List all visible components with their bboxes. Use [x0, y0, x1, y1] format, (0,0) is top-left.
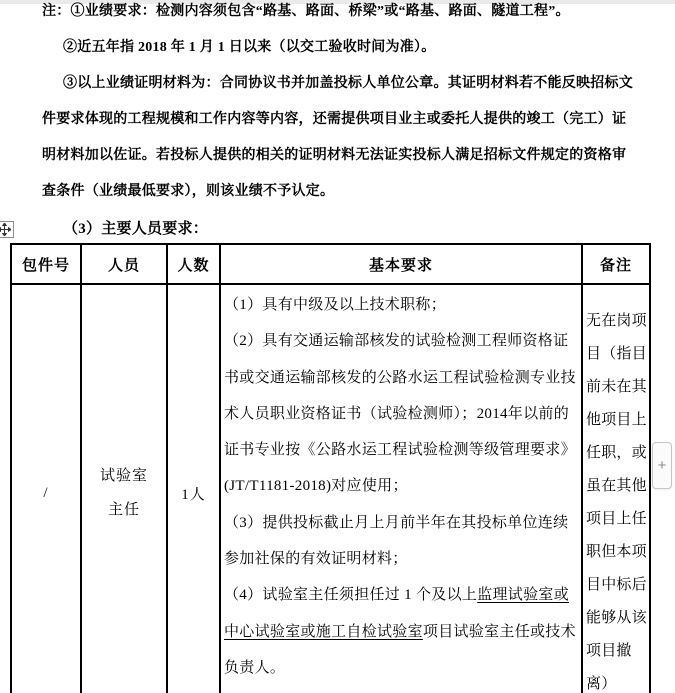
requirement-item: （1）具有中级及以上技术职称； — [224, 297, 447, 313]
note-line: 查条件（业绩最低要求），则该业绩不予认定。 — [42, 184, 335, 199]
cell-person: 试验室主任 — [81, 284, 167, 693]
table-row — [11, 284, 650, 693]
header-remark: 备注 — [582, 244, 650, 284]
move-arrows-icon — [0, 223, 11, 236]
personnel-requirements-table — [10, 243, 651, 693]
section-title: （3）主要人员要求： — [63, 221, 209, 237]
header-package-no: 包件号 — [11, 244, 81, 284]
requirement-text: （4）试验室主任须担任过 1 个及以上 — [224, 587, 478, 604]
table-move-handle[interactable] — [0, 221, 14, 238]
plus-icon: + — [657, 457, 667, 474]
requirement-item — [224, 577, 578, 686]
cell-count: 1人 — [167, 284, 220, 693]
cell-basic-requirements — [220, 284, 582, 693]
header-person: 人员 — [81, 244, 167, 284]
note-line: 件要求体现的工程规模和工作内容等内容，还需提供项目业主或委托人提供的竣工（完工）证 — [42, 112, 627, 127]
requirement-item: （3）提供投标截止月上月前半年在其投标单位连续参加社保的有效证明材料； — [224, 514, 569, 568]
note-line: 明材料加以佐证。若投标人提供的相关的证明材料无法证实投标人满足招标文件规定的资格审 — [42, 148, 627, 163]
requirement-underlined-text: 监理试验室或中心试验室或施工自检试验室 — [224, 587, 570, 640]
cell-remark: 无在岗项目（指目前未在其他项目上任职，或虽在其他项目上任职但本项目中标后能够从该项目撤离） — [582, 284, 650, 693]
header-count: 人数 — [167, 244, 220, 284]
add-button[interactable] — [652, 442, 672, 489]
table-header-row — [11, 244, 650, 284]
requirement-item: （2）具有交通运输部核发的试验检测工程师资格证书或交通运输部核发的公路水运工程试验检测专业技术人员职业资格证书（试验检测师）；2014年以前的证书专业按《公路水运工程试验检测等级管理要求》(JT/T1181-2018)对应使用； — [224, 333, 576, 495]
note-line: 注：①业绩要求：检测内容须包含“路基、路面、桥梁”或“路基、路面、隧道工程”。 — [42, 4, 570, 19]
note-line: ③以上业绩证明材料为：合同协议书并加盖投标人单位公章。其证明材料若不能反映招标文 — [63, 76, 633, 91]
header-basic-requirements: 基本要求 — [220, 244, 582, 284]
cell-package-no: / — [11, 284, 81, 693]
requirement-text: 项目试验室主任或技术负责人。 — [224, 623, 576, 676]
note-line: ②近五年指 2018 年 1 月 1 日以来（以交工验收时间为准）。 — [63, 40, 436, 55]
